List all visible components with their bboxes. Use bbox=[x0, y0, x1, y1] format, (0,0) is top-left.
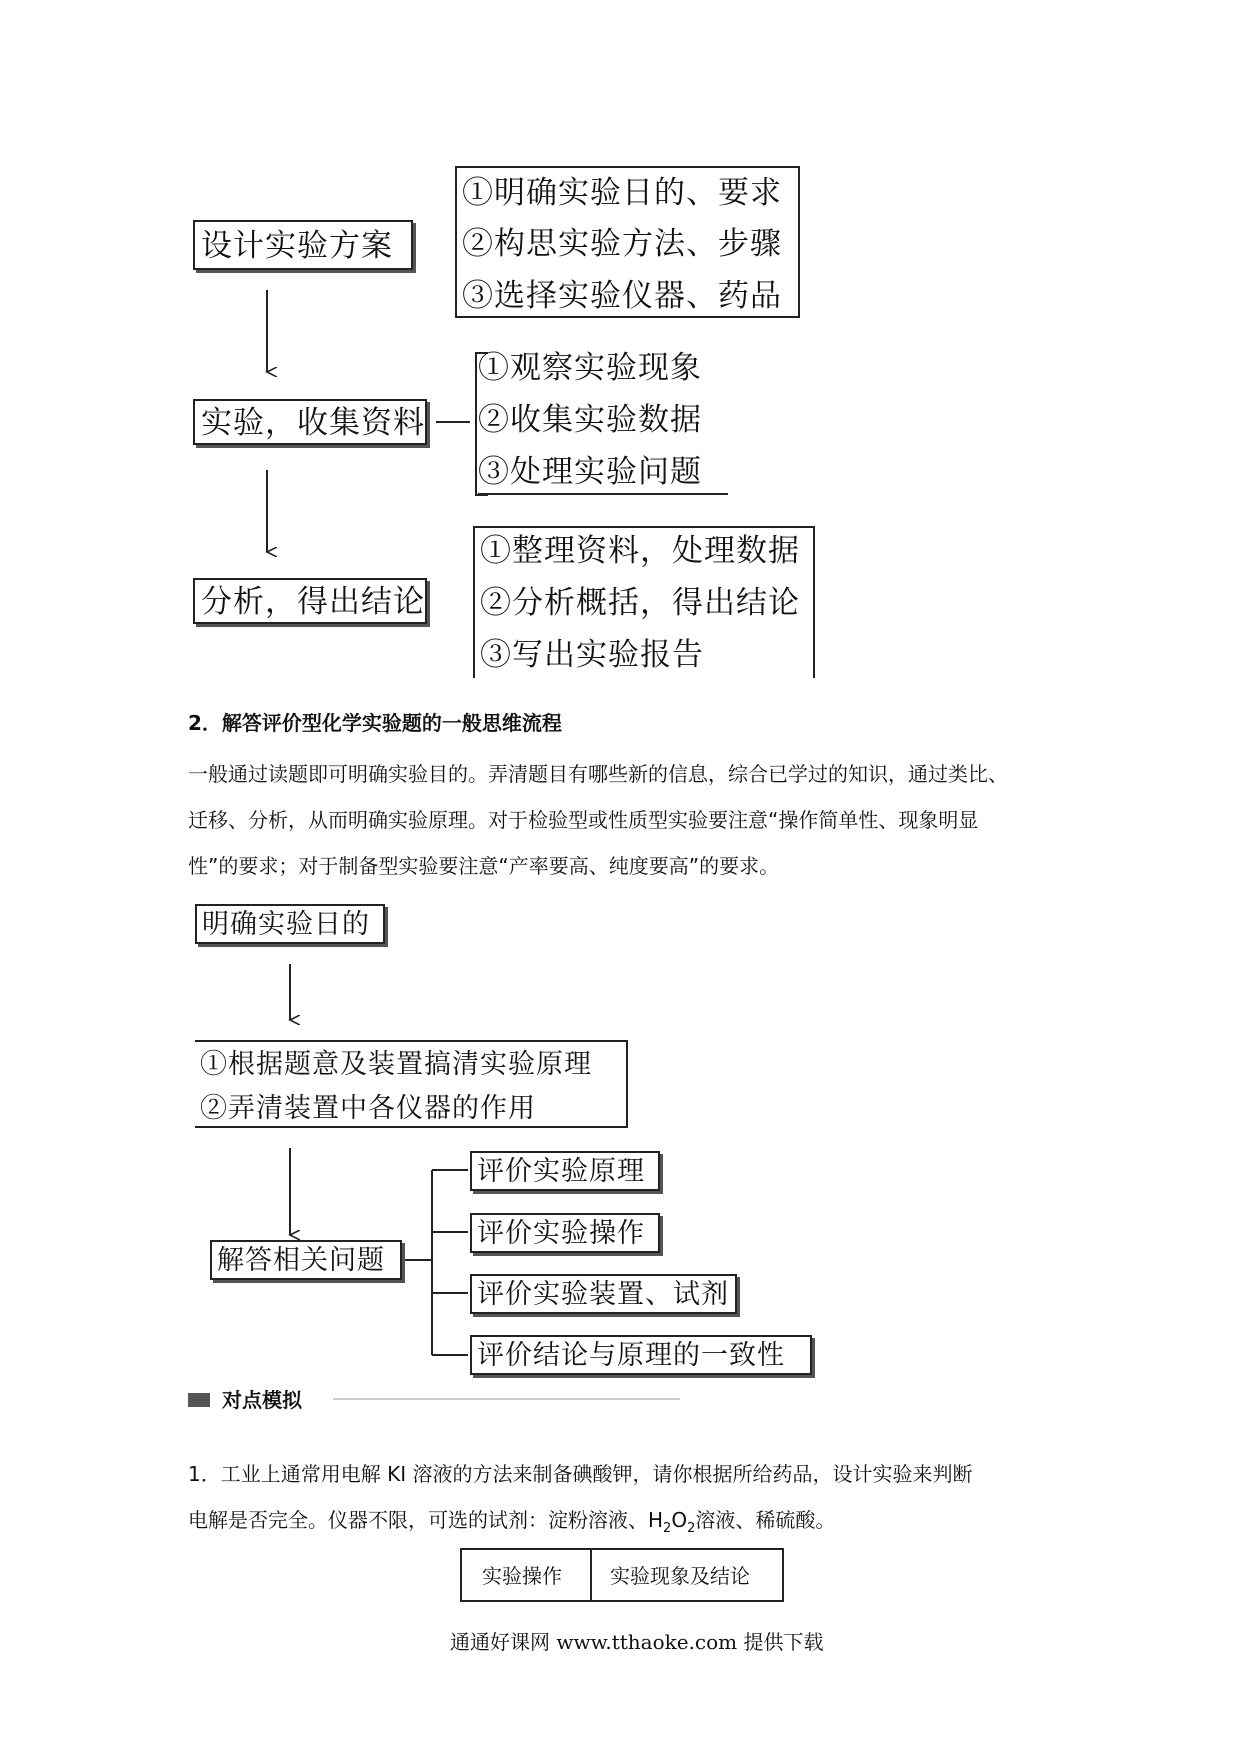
table-header-cell: 实验操作 bbox=[482, 1564, 562, 1588]
step-design-label: 设计实验方案 bbox=[201, 228, 393, 264]
flow2-top-box bbox=[195, 904, 385, 944]
group1-box bbox=[455, 166, 800, 318]
flow2-answer-label: 解答相关问题 bbox=[217, 1245, 385, 1276]
practice-table bbox=[460, 1548, 784, 1602]
eval-label: 评价结论与原理的一致性 bbox=[477, 1340, 785, 1371]
section2-heading: 2．解答评价型化学实验题的一般思维流程 bbox=[188, 711, 562, 735]
eval-label: 评价实验原理 bbox=[477, 1156, 645, 1187]
practice-title: 对点模拟 bbox=[222, 1388, 302, 1412]
question1-line1: 1．工业上通常用电解 KI 溶液的方法来制备碘酸钾，请你根据所给药品，设计实验来判断 bbox=[188, 1462, 973, 1486]
practice-marker-icon bbox=[188, 1393, 210, 1407]
step-collect-box bbox=[193, 399, 427, 445]
group3-item: ①整理资料，处理数据 bbox=[480, 533, 800, 569]
step-analyze-box bbox=[193, 578, 427, 624]
flow2-mid-item: ②弄清装置中各仪器的作用 bbox=[200, 1093, 536, 1124]
group1-item: ②构思实验方法、步骤 bbox=[462, 226, 782, 262]
section2-para-line: 一般通过读题即可明确实验目的。弄清题目有哪些新的信息，综合已学过的知识，通过类比、 bbox=[188, 762, 1008, 786]
section2-para-line: 性”的要求；对于制备型实验要注意“产率要高、纯度要高”的要求。 bbox=[188, 854, 780, 878]
flow2-mid-item: ①根据题意及装置搞清实验原理 bbox=[200, 1049, 592, 1080]
step-design-box bbox=[193, 220, 413, 270]
group3-item: ③写出实验报告 bbox=[480, 637, 704, 673]
question1-line2: 电解是否完全。仪器不限，可选的试剂：淀粉溶液、$H_2O_2$溶液、稀硫酸。 bbox=[188, 1508, 836, 1536]
flow2-mid-box bbox=[195, 1040, 628, 1128]
group2-item: ③处理实验问题 bbox=[478, 454, 702, 490]
eval-box bbox=[470, 1213, 660, 1253]
eval-box bbox=[470, 1274, 737, 1314]
group2 bbox=[478, 345, 738, 500]
step-analyze-label: 分析，得出结论 bbox=[201, 584, 425, 620]
footer-text: 通通好课网 www.tthaoke.com 提供下载 bbox=[450, 1630, 824, 1654]
table-header-cell: 实验现象及结论 bbox=[610, 1564, 750, 1588]
step-collect-label: 实验，收集资料 bbox=[201, 405, 425, 441]
group1-item: ①明确实验日的、要求 bbox=[462, 175, 782, 211]
eval-box bbox=[470, 1335, 812, 1375]
group3-box bbox=[473, 526, 815, 678]
group2-item: ②收集实验数据 bbox=[478, 402, 702, 438]
eval-label: 评价实验操作 bbox=[477, 1218, 645, 1249]
flow2-top-label: 明确实验日的 bbox=[202, 909, 370, 940]
eval-label: 评价实验装置、试剂 bbox=[477, 1279, 729, 1310]
group1-item: ③选择实验仪器、药品 bbox=[462, 278, 782, 314]
eval-box bbox=[470, 1151, 660, 1191]
group2-item: ①观察实验现象 bbox=[478, 350, 702, 386]
flow2-answer-box bbox=[210, 1240, 402, 1280]
group3-item: ②分析概括，得出结论 bbox=[480, 585, 800, 621]
section2-para-line: 迁移、分析，从而明确实验原理。对于检验型或性质型实验要注意“操作简单性、现象明显 bbox=[188, 808, 979, 832]
